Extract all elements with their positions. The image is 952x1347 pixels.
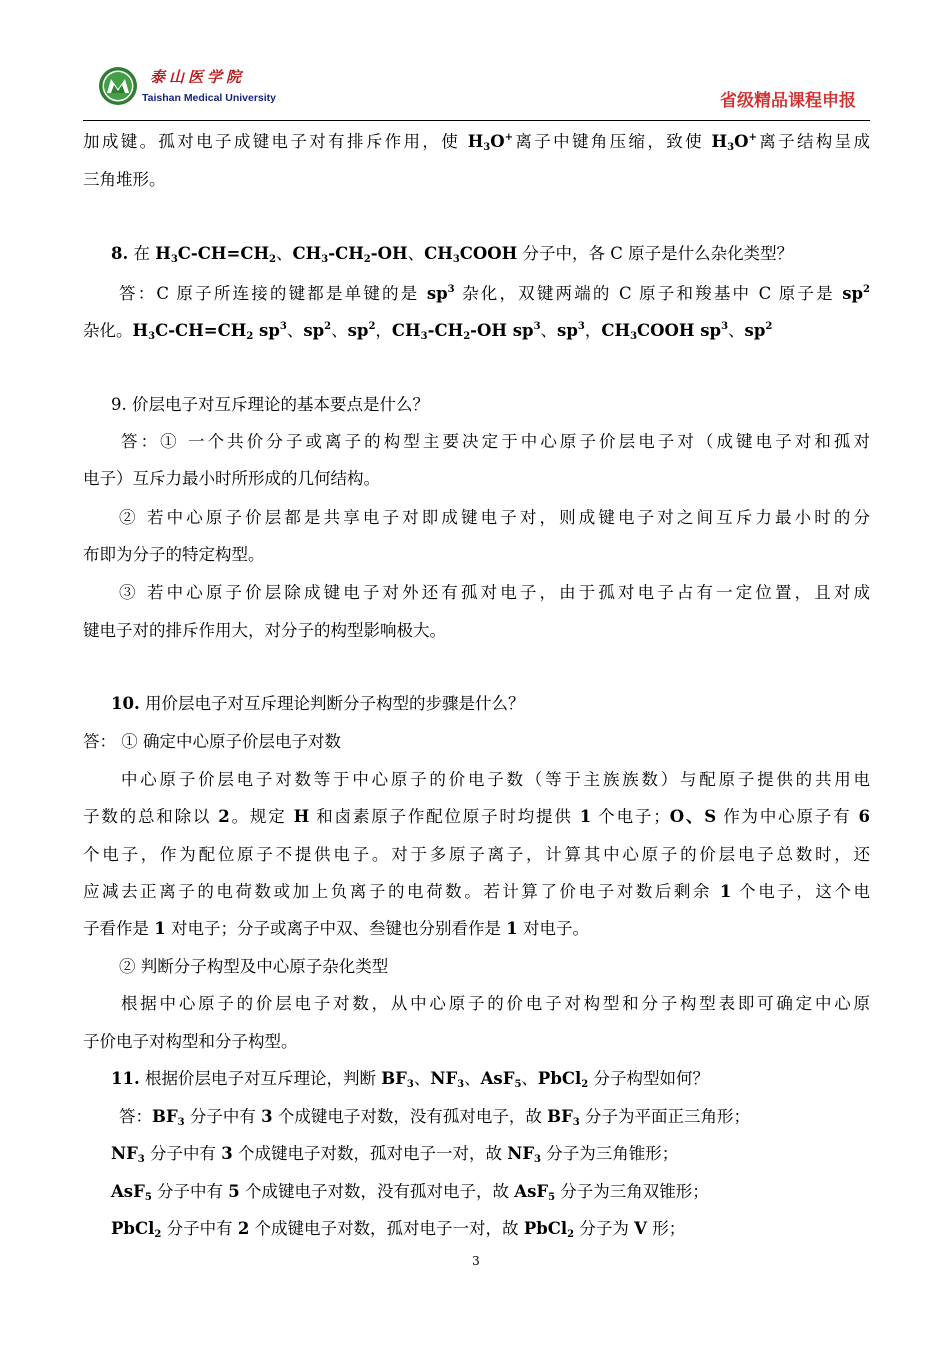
answer-10-p5: 子看作是 1 对电子；分子或离子中双、叁键也分别看作是 1 对电子。 [83,919,589,938]
university-logo-icon [98,66,138,106]
text-line: 加成键。孤对电子成键电子对有排斥作用，使 $H_3O^+$离子中键角压缩，致使 $H_3O^+$离子结构呈成 [83,132,871,153]
answer-10-p3: 个电子，作为配位原子不提供电子。对于多原子离子，计算其中心原子的价层电子总数时，还 [83,845,870,864]
answer-11-asf5: AsF$_5$ 分子中有 5 个成键电子对数，没有孤对电子，故 AsF$_5$ 分子为三角双锥形； [111,1182,709,1203]
header-title: 省级精品课程申报 [720,91,856,111]
page-number: 3 [472,1254,480,1268]
answer-9-p2b: 布即为分子的特定构型。 [83,545,265,564]
answer-9-p3b: 键电子对的排斥作用大，对分子的构型影响极大。 [83,621,446,640]
school-name-en: Taishan Medical University [142,92,277,104]
answer-11-nf3: $NF_3$ 分子中有 3 个成键电子对数，孤对电子一对，故 $NF_3$ 分子为三角锥形； [111,1144,679,1165]
answer-8-line2: 杂化。$H_3C-CH=CH_2$ $sp^3$、$sp^2$、$sp^2$，$CH_3-CH_2-OH$ $sp^3$、$sp^3$，$CH_3COOH$ $sp^3$、$sp^2$ [83,321,773,342]
answer-10-p4: 应减去正离子的电荷数或加上负离子的电荷数。若计算了价电子对数后剩余 1 个电子，这个电 [83,882,871,901]
answer-10-p6: 根据中心原子的价层电子对数，从中心原子的价电子对构型和分子构型表即可确定中心原 [121,994,870,1013]
answer-11-bf3: 答：$BF_3$ 分子中有 3 个成键电子对数，没有孤对电子，故 $BF_3$ 分子为平面正三角形； [119,1107,751,1128]
school-name-cn: 泰山医学院 [150,68,246,86]
answer-11-pbcl2: PbCl$_2$ 分子中有 2 个成键电子对数，孤对电子一对，故 PbCl$_2$ 分子为 V 形； [111,1219,686,1240]
question-10: 10. 用价层电子对互斥理论判断分子构型的步骤是什么？ [111,694,525,713]
question-9: 9. 价层电子对互斥理论的基本要点是什么？ [111,395,429,414]
question-11: 11. 根据价层电子对互斥理论，判断 $BF_3$、$NF_3$、AsF$_5$、PbCl$_2$ 分子构型如何？ [111,1069,709,1090]
answer-9-p2a: ② 若中心原子价层都是共享电子对即成键电子对，则成键电子对之间互斥力最小时的分 [119,508,870,527]
answer-10-step2: ② 判断分子构型及中心原子杂化类型 [119,957,389,976]
header-divider [83,120,870,121]
question-8: 8. 在 $H_3C-CH=CH_2$、$CH_3-CH_2-OH$、$CH_3COOH$ 分子中，各 C 原子是什么杂化类型？ [111,244,794,265]
answer-10-step1: 答： ① 确定中心原子价层电子对数 [83,732,341,751]
answer-10-p2: 子数的总和除以 2。规定 H 和卤素原子作配位原子时均提供 1 个电子；O、S 作为中心原子有 6 [83,807,870,826]
answer-8-line1: 答：C 原子所连接的键都是单键的是 $sp^3$ 杂化，双键两端的 C 原子和羧基中 C 原子是 $sp^2$ [119,284,871,303]
answer-9-p1b: 电子）互斥力最小时所形成的几何结构。 [83,469,380,488]
answer-9-p3a: ③ 若中心原子价层除成键电子对外还有孤对电子，由于孤对电子占有一定位置，且对成 [119,583,870,602]
answer-10-p7: 子价电子对构型和分子构型。 [83,1032,298,1051]
answer-9-p1a: 答：① 一个共价分子或离子的构型主要决定于中心原子价层电子对（成键电子对和孤对 [121,432,870,451]
answer-10-p1: 中心原子价层电子对数等于中心原子的价电子数（等于主族族数）与配原子提供的共用电 [121,770,870,789]
text-line: 三角堆形。 [83,170,166,189]
